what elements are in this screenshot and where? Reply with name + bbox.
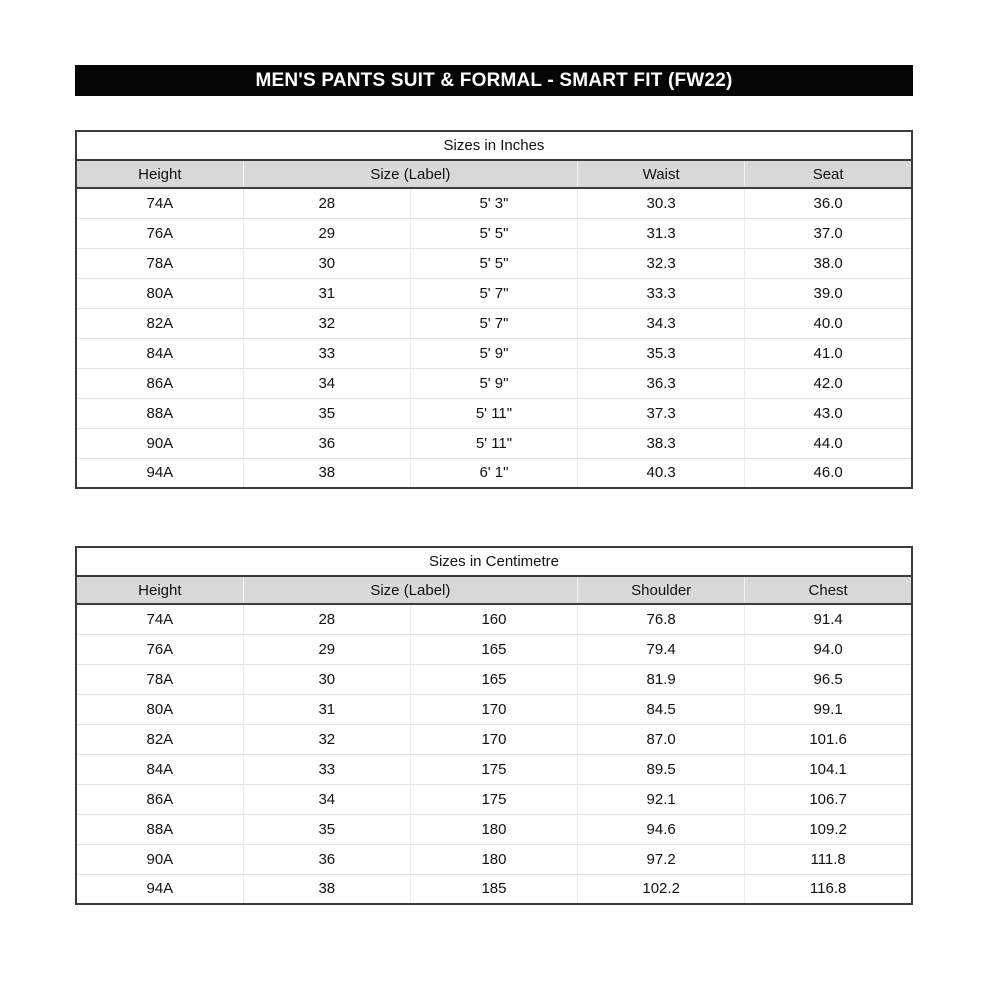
table-cell: 5' 9" xyxy=(410,368,577,398)
table-cell: 34.3 xyxy=(578,308,745,338)
table-cell: 81.9 xyxy=(578,664,745,694)
table-cell: 111.8 xyxy=(745,844,912,874)
table-row xyxy=(76,694,912,724)
table-cell: 5' 7" xyxy=(410,308,577,338)
table-cell: 88A xyxy=(76,814,243,844)
table-cell: 82A xyxy=(76,308,243,338)
table-cell: 87.0 xyxy=(578,724,745,754)
table-cell: 33 xyxy=(243,338,410,368)
table-cell: 32 xyxy=(243,308,410,338)
table-row xyxy=(76,844,912,874)
table-cell: 84A xyxy=(76,338,243,368)
table-cell: 109.2 xyxy=(745,814,912,844)
table-row xyxy=(76,398,912,428)
table-cell: 170 xyxy=(410,694,577,724)
table-cell: 101.6 xyxy=(745,724,912,754)
table-cell: 74A xyxy=(76,604,243,634)
table-cell: 185 xyxy=(410,874,577,904)
centimetre-table-section xyxy=(75,546,913,905)
table-cell: 37.0 xyxy=(745,218,912,248)
table-row xyxy=(76,248,912,278)
column-header-height: Height xyxy=(76,160,243,188)
table-cell: 38.3 xyxy=(578,428,745,458)
table-cell: 96.5 xyxy=(745,664,912,694)
table-cell: 175 xyxy=(410,754,577,784)
table-row xyxy=(76,664,912,694)
table-cell: 42.0 xyxy=(745,368,912,398)
column-header-shoulder: Shoulder xyxy=(578,576,745,604)
table-cell: 29 xyxy=(243,218,410,248)
table-cell: 38 xyxy=(243,458,410,488)
table-cell: 44.0 xyxy=(745,428,912,458)
table-cell: 102.2 xyxy=(578,874,745,904)
table-cell: 86A xyxy=(76,784,243,814)
table-cell: 46.0 xyxy=(745,458,912,488)
table-row xyxy=(76,604,912,634)
table-cell: 5' 9" xyxy=(410,338,577,368)
table-cell: 79.4 xyxy=(578,634,745,664)
title-banner xyxy=(75,65,913,96)
column-header-size-label: Size (Label) xyxy=(243,160,577,188)
table-row xyxy=(76,278,912,308)
table-cell: 78A xyxy=(76,248,243,278)
table-cell: 82A xyxy=(76,724,243,754)
table-cell: 39.0 xyxy=(745,278,912,308)
table-cell: 5' 3" xyxy=(410,188,577,218)
inches-size-table xyxy=(75,130,913,489)
table-cell: 41.0 xyxy=(745,338,912,368)
table-cell: 104.1 xyxy=(745,754,912,784)
table-cell: 80A xyxy=(76,694,243,724)
table-row xyxy=(76,338,912,368)
table-cell: 175 xyxy=(410,784,577,814)
column-header-chest: Chest xyxy=(745,576,912,604)
table-cell: 36.3 xyxy=(578,368,745,398)
table-cell: 5' 11" xyxy=(410,428,577,458)
table-cell: 35 xyxy=(243,398,410,428)
table-cell: 88A xyxy=(76,398,243,428)
table-row xyxy=(76,428,912,458)
table-cell: 35 xyxy=(243,814,410,844)
column-header-size-label: Size (Label) xyxy=(243,576,577,604)
table-title-row xyxy=(76,131,912,160)
table-cell: 29 xyxy=(243,634,410,664)
table-cell: 5' 11" xyxy=(410,398,577,428)
table-cell: 35.3 xyxy=(578,338,745,368)
table-cell: 34 xyxy=(243,784,410,814)
table-cell: 94A xyxy=(76,458,243,488)
table-cell: 94A xyxy=(76,874,243,904)
table-cell: 40.3 xyxy=(578,458,745,488)
table-cell: 94.0 xyxy=(745,634,912,664)
table-cell: 84.5 xyxy=(578,694,745,724)
table-title: Sizes in Inches xyxy=(76,131,912,160)
table-cell: 99.1 xyxy=(745,694,912,724)
table-cell: 170 xyxy=(410,724,577,754)
table-header-row xyxy=(76,576,912,604)
table-row xyxy=(76,368,912,398)
table-row xyxy=(76,218,912,248)
table-cell: 165 xyxy=(410,634,577,664)
table-row xyxy=(76,874,912,904)
table-cell: 30 xyxy=(243,248,410,278)
table-row xyxy=(76,188,912,218)
table-cell: 84A xyxy=(76,754,243,784)
table-title-row xyxy=(76,547,912,576)
table-cell: 38.0 xyxy=(745,248,912,278)
table-row xyxy=(76,634,912,664)
table-cell: 5' 5" xyxy=(410,248,577,278)
table-cell: 160 xyxy=(410,604,577,634)
table-cell: 37.3 xyxy=(578,398,745,428)
table-cell: 31 xyxy=(243,694,410,724)
table-cell: 76A xyxy=(76,634,243,664)
table-cell: 78A xyxy=(76,664,243,694)
table-cell: 36 xyxy=(243,844,410,874)
table-row xyxy=(76,458,912,488)
table-cell: 94.6 xyxy=(578,814,745,844)
table-header-row xyxy=(76,160,912,188)
table-title: Sizes in Centimetre xyxy=(76,547,912,576)
table-cell: 34 xyxy=(243,368,410,398)
table-cell: 38 xyxy=(243,874,410,904)
table-cell: 36 xyxy=(243,428,410,458)
table-cell: 32.3 xyxy=(578,248,745,278)
table-cell: 80A xyxy=(76,278,243,308)
table-cell: 43.0 xyxy=(745,398,912,428)
table-cell: 33 xyxy=(243,754,410,784)
table-cell: 91.4 xyxy=(745,604,912,634)
inches-table-section xyxy=(75,130,913,489)
table-cell: 106.7 xyxy=(745,784,912,814)
table-cell: 180 xyxy=(410,844,577,874)
table-cell: 76.8 xyxy=(578,604,745,634)
table-cell: 31 xyxy=(243,278,410,308)
table-cell: 86A xyxy=(76,368,243,398)
table-cell: 5' 7" xyxy=(410,278,577,308)
table-cell: 89.5 xyxy=(578,754,745,784)
table-cell: 36.0 xyxy=(745,188,912,218)
table-row xyxy=(76,784,912,814)
table-cell: 28 xyxy=(243,604,410,634)
table-cell: 5' 5" xyxy=(410,218,577,248)
table-cell: 74A xyxy=(76,188,243,218)
table-row xyxy=(76,724,912,754)
table-cell: 97.2 xyxy=(578,844,745,874)
centimetre-size-table xyxy=(75,546,913,905)
column-header-seat: Seat xyxy=(745,160,912,188)
table-cell: 40.0 xyxy=(745,308,912,338)
table-cell: 33.3 xyxy=(578,278,745,308)
table-cell: 180 xyxy=(410,814,577,844)
table-cell: 76A xyxy=(76,218,243,248)
table-row xyxy=(76,814,912,844)
table-cell: 165 xyxy=(410,664,577,694)
table-cell: 90A xyxy=(76,428,243,458)
table-cell: 90A xyxy=(76,844,243,874)
table-cell: 30.3 xyxy=(578,188,745,218)
table-cell: 116.8 xyxy=(745,874,912,904)
table-cell: 30 xyxy=(243,664,410,694)
column-header-waist: Waist xyxy=(578,160,745,188)
table-row xyxy=(76,754,912,784)
table-cell: 6' 1" xyxy=(410,458,577,488)
table-cell: 28 xyxy=(243,188,410,218)
table-cell: 31.3 xyxy=(578,218,745,248)
page-title: MEN'S PANTS SUIT & FORMAL - SMART FIT (FW22) xyxy=(255,69,733,91)
table-cell: 92.1 xyxy=(578,784,745,814)
table-cell: 32 xyxy=(243,724,410,754)
column-header-height: Height xyxy=(76,576,243,604)
table-row xyxy=(76,308,912,338)
